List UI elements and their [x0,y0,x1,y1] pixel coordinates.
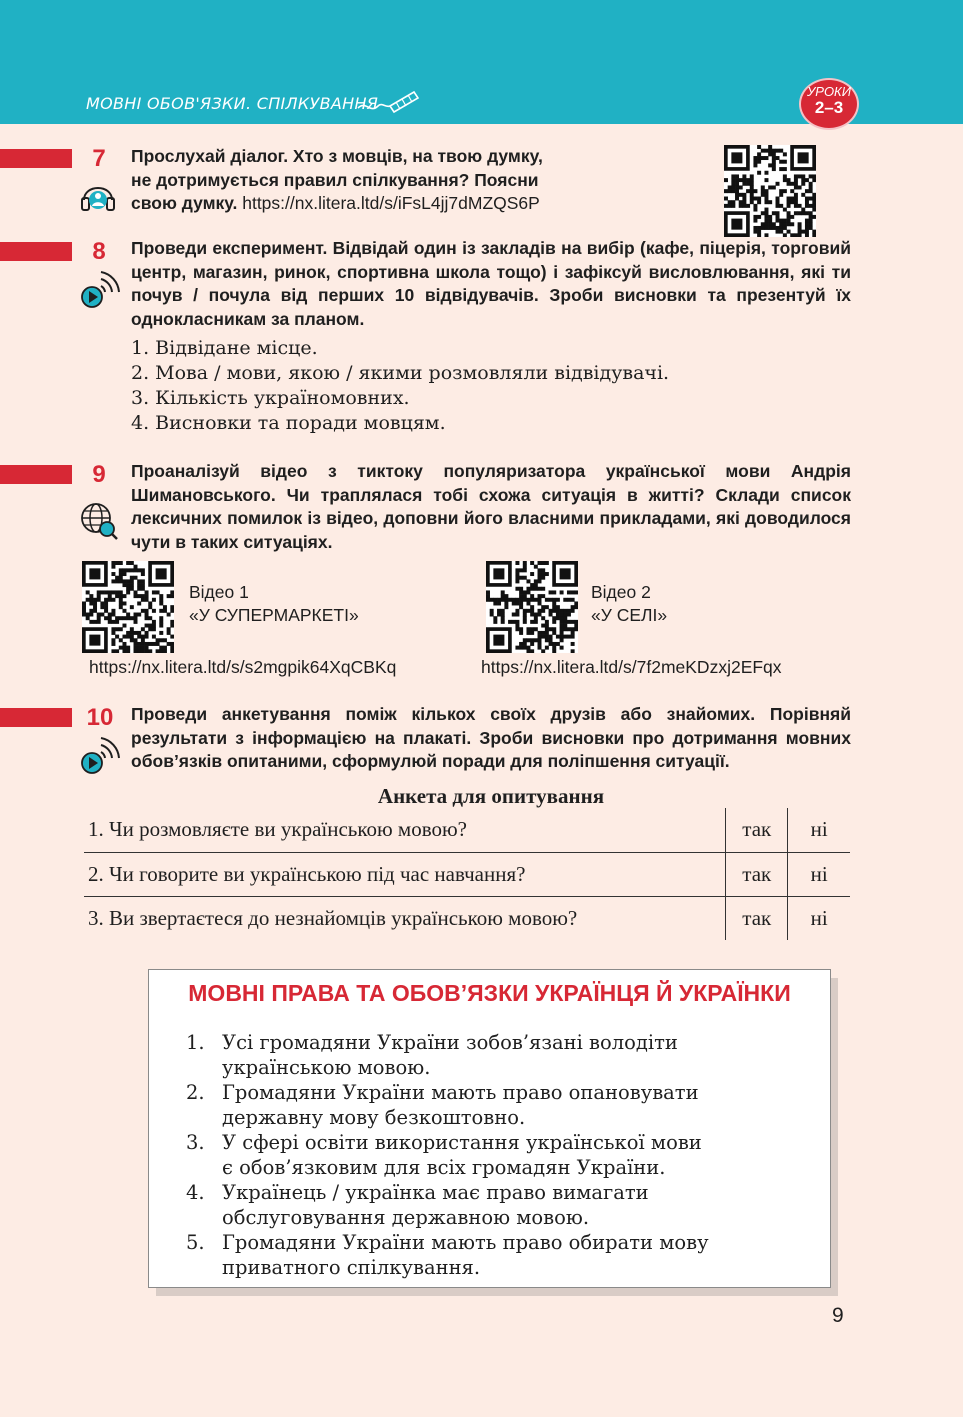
qr-code-task-7[interactable] [724,145,816,237]
task-7-text [131,145,543,216]
video-title: Відео 2 [591,582,651,602]
qr-code-video-2[interactable] [486,561,578,653]
survey-answer-no: ні [788,852,850,896]
list-item [186,1030,709,1080]
item-text: Українець / українка має право вимагати обслуговування державною мовою. [222,1181,649,1229]
task-number: 8 [92,238,106,265]
plan-item: 1. Відвідане місце. [131,337,318,359]
list-item [186,1180,709,1230]
survey-answer-yes: так [726,852,788,896]
table-row [84,808,850,852]
headphones-icon [79,176,117,216]
audio-play-icon[interactable] [79,268,121,310]
task-8-plan [131,336,669,436]
task-marker-bar [0,465,72,484]
plan-item: 2. Мова / мови, якою / якими розмовляли відвідувачі. [131,362,670,384]
survey-answer-yes: так [726,808,788,852]
item-number: 4. [186,1181,205,1204]
survey-question: 3. Ви звертаєтеся до незнайомців українською мовою? [84,896,726,940]
table-row [84,896,850,940]
section-title: МОВНІ ОБОВ'ЯЗКИ. СПІЛКУВАННЯ [86,94,379,113]
video-title: Відео 1 [189,582,249,602]
badge-label: УРОКИ [806,84,852,99]
survey-answer-no: ні [788,808,850,852]
qr-code-video-1[interactable] [82,561,174,653]
video-subtitle: «У СУПЕРМАРКЕТІ» [189,605,359,625]
item-number: 3. [186,1131,205,1154]
item-text: Громадяни України мають право опановувати державну мову безкоштовно. [222,1081,699,1129]
survey-answer-no: ні [788,896,850,940]
survey-question: 1. Чи розмовляєте ви українською мовою? [88,817,468,842]
task-number: 10 [86,704,114,731]
pencil-icon [356,88,420,116]
task-7-line: не дотримується правил спілкування? Поясни [131,169,539,190]
task-marker-bar [0,242,72,261]
task-number: 7 [92,145,106,172]
page-number: 9 [832,1304,844,1327]
task-7-link[interactable]: https://nx.litera.ltd/s/iFsL4jj7dMZQS6P [242,193,540,213]
video-2-label [591,581,667,627]
video-subtitle: «У СЕЛІ» [591,605,668,625]
item-number: 5. [186,1231,205,1254]
rights-list [186,1030,709,1280]
item-text: У сфері освіти використання української мови є обов’язковим для всіх громадян України. [222,1131,702,1179]
task-number: 9 [92,461,106,488]
globe-search-icon [79,501,119,541]
survey-table [84,808,850,940]
list-item [186,1080,709,1130]
task-10-text: Проведи анкетування поміж кількох своїх друзів або знайомих. Порівняй результати з інформацією на плакаті. Зроби висновки про дотримання мовних обов’язків опитаними, сформулюй поради для поліпшення ситуації. [131,704,851,771]
rights-title: МОВНІ ПРАВА ТА ОБОВ’ЯЗКИ УКРАЇНЦЯ Й УКРАЇНКИ [188,980,791,1006]
plan-item: 4. Висновки та поради мовцям. [131,412,446,434]
survey-answer-yes: так [726,896,788,940]
item-number: 1. [186,1031,205,1054]
video-2-link[interactable]: https://nx.litera.ltd/s/7f2meKDzxj2EFqx [481,657,782,677]
survey-question: 2. Чи говорите ви українською під час навчання? [84,852,726,896]
badge-number: 2–3 [814,98,844,117]
video-1-label [189,581,359,627]
list-item [186,1230,709,1280]
item-number: 2. [186,1081,205,1104]
task-8-text: Проведи експеримент. Відвідай один із закладів на вибір (кафе, піцерія, торговий центр, магазин, ринок, спортивна школа тощо) і зафіксуй висловлювання, які ти почув / почула від перших 10 відвідувачів. Зроби висновки та презентуй їх однокласникам за планом. [131,238,851,329]
video-1-link[interactable]: https://nx.litera.ltd/s/s2mgpik64XqCBKq [89,657,397,677]
task-7-line: свою думку. [131,193,238,213]
lesson-badge [799,78,859,130]
task-9-text: Проаналізуй відео з тиктоку популяризатора української мови Андрія Шимановського. Чи траплялася тобі схожа ситуація в житті? Склади список лексичних помилок із відео, доповни його власними прикладами, які доводилося чути в таких ситуаціях. [131,461,851,552]
audio-play-icon[interactable] [79,734,121,776]
task-marker-bar [0,708,72,727]
item-text: Громадяни України мають право обирати мову приватного спілкування. [222,1231,709,1279]
item-text: Усі громадяни України зобов’язані володіти українською мовою. [222,1031,678,1079]
survey-title: Анкета для опитування [377,784,605,808]
plan-item: 3. Кількість україномовних. [131,387,410,409]
task-7-line: Прослухай діалог. Хто з мовців, на твою думку, [131,146,543,166]
task-marker-bar [0,149,72,168]
list-item [186,1130,709,1180]
table-row [84,852,850,896]
rights-box [148,969,831,1288]
